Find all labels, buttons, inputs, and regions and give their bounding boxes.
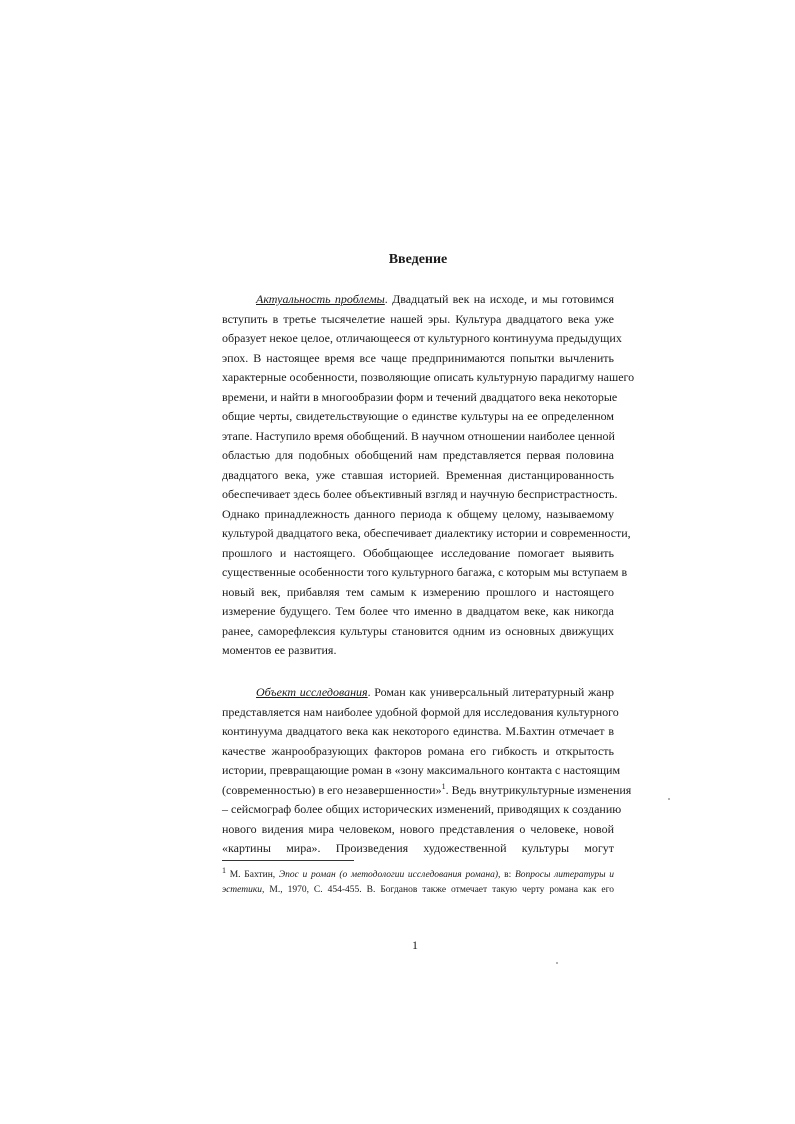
text-line: вступить в третье тысячелетие нашей эры. Культура двадцатого века уже xyxy=(222,311,614,326)
footnote-divider xyxy=(222,860,354,861)
paragraph-relevance xyxy=(222,290,635,661)
text-line: моментов ее развития. xyxy=(222,643,337,657)
text-line: образует некое целое, отличающееся от культурного континуума предыдущих xyxy=(222,331,622,345)
text-line: времени, и найти в многообразии форм и течений двадцатого века некоторые xyxy=(222,389,618,404)
footnote-journal: Вопросы литературы и xyxy=(514,870,615,880)
text-line: Объект исследования. Роман как универсальный литературный жанр xyxy=(256,685,614,699)
footnote xyxy=(222,865,615,898)
section-lead: Актуальность проблемы xyxy=(256,292,385,306)
text-line: существенные особенности того культурного багажа, с которым мы вступаем в xyxy=(222,565,628,579)
text-line: истории, превращающие роман в «зону максимального контакта с настоящим xyxy=(222,763,621,777)
text-line: двадцатого века, уже ставшая историей. Временная дистанцированность xyxy=(222,467,614,482)
scan-speck xyxy=(556,962,558,964)
text-line: – сейсмограф более общих исторических изменений, приводящих к созданию xyxy=(222,802,622,816)
text-line: характерные особенности, позволяющие описать культурную парадигму нашего xyxy=(222,370,635,384)
footnote-reference[interactable]: 1 xyxy=(441,781,446,791)
text-line: новый век, прибавляя тем самым к измерению прошлого и настоящего xyxy=(222,584,614,599)
section-lead: Объект исследования xyxy=(256,685,368,699)
paragraph-object xyxy=(222,683,632,859)
text-line: обеспечивает здесь более объективный взгляд и научную беспристрастность. xyxy=(222,487,618,501)
text-line: ранее, саморефлексия культуры становится одним из основных движущих xyxy=(222,623,614,638)
page-title: Введение xyxy=(388,252,448,267)
text-line: (современностью) в его незавершенности»$^1$. Ведь внутрикультурные изменения xyxy=(222,781,632,797)
text-line: измерение будущего. Тем более что именно в двадцатом веке, как никогда xyxy=(222,604,614,618)
text-line: областью для подобных обобщений нам представляется первая половина xyxy=(222,448,614,462)
text-line: эпох. В настоящее время все чаще предпринимаются попытки вычленить xyxy=(222,350,614,365)
footnote-line: эстетики, М., 1970, С. 454-455. В. Богданов также отмечает такую черту романа как его xyxy=(222,885,614,895)
footnote-line: $^1$ М. Бахтин, Эпос и роман (о методологии исследования романа), в: Вопросы литературы и xyxy=(222,865,615,880)
text-line: представляется нам наиболее удобной формой для исследования культурного xyxy=(222,704,619,719)
text-line: континуума двадцатого века как некоторого единства. М.Бахтин отмечает в xyxy=(222,724,614,738)
footnote-work: Эпос и роман (о методологии исследования романа) xyxy=(278,870,499,880)
text-line: культурой двадцатого века, обеспечивает диалектику истории и современности, xyxy=(222,526,631,540)
page-number: 1 xyxy=(412,938,418,952)
text-line: Актуальность проблемы. Двадцатый век на исходе, и мы готовимся xyxy=(256,292,614,306)
text-line: этапе. Наступило время обобщений. В научном отношении наиболее ценной xyxy=(222,428,615,443)
scan-speck xyxy=(668,798,670,800)
text-line: нового видения мира человеком, нового представления о человеке, новой xyxy=(222,821,614,836)
text-line: общие черты, свидетельствующие о единстве культуры на ее определенном xyxy=(222,409,614,423)
text-line: Однако принадлежность данного периода к общему целому, называемому xyxy=(222,506,614,521)
text-line: качестве жанрообразующих факторов романа его гибкость и открытость xyxy=(222,743,614,758)
text-line: прошлого и настоящего. Обобщающее исследование помогает выявить xyxy=(222,545,614,560)
footnote-mark: 1 xyxy=(222,865,226,875)
text-line: «картины мира». Произведения художественной культуры могут xyxy=(222,841,614,855)
